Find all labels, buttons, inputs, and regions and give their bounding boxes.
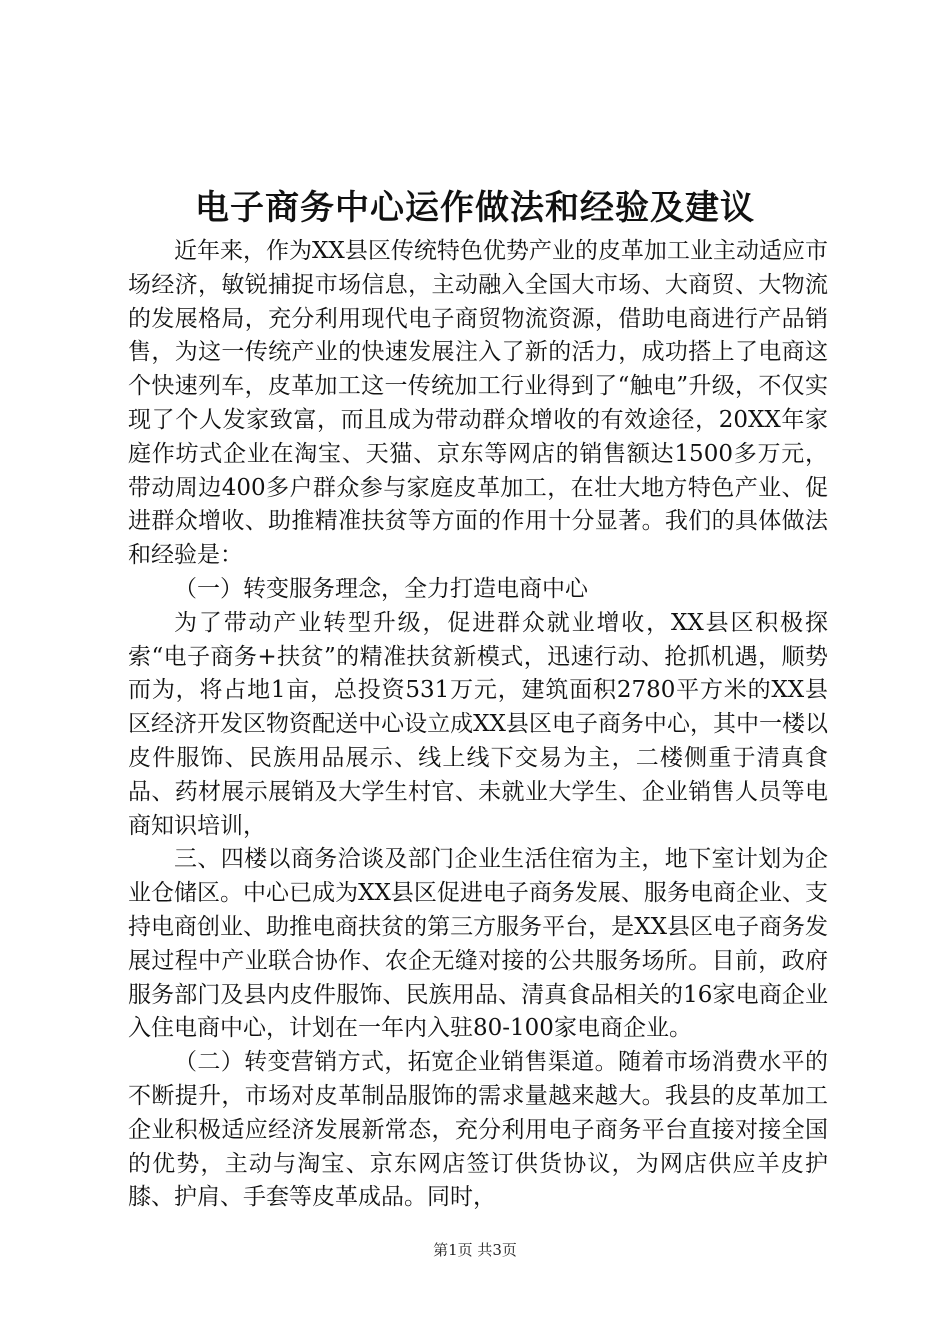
paragraph-section-2: （二）转变营销方式，拓宽企业销售渠道。随着市场消费水平的不断提升，市场对皮革制品服饰的需求量越来越大。我县的皮革加工企业积极适应经济发展新常态，充分利用电子商务平台直接对接全国的优势，主动与淘宝、京东网店签订供货协议，为网店供应羊皮护膝、护肩、手套等皮革成品。同时， [128,1049,828,1211]
page-footer: 第1页 共3页 [433,1241,517,1259]
document-body [128,235,828,1215]
document-title: 电子商务中心运作做法和经验及建议 [195,188,755,228]
paragraph-intro: 近年来，作为XX县区传统特色优势产业的皮革加工业主动适应市场经济，敏锐捕捉市场信息，主动融入全国大市场、大商贸、大物流的发展格局，充分利用现代电子商贸物流资源，借助电商进行产品销售，为这一传统产业的快速发展注入了新的活力，成功搭上了电商这个快速列车，皮革加工这一传统加工行业得到了“触电”升级，不仅实现了个人发家致富，而且成为带动群众增收的有效途径，20XX年家庭作坊式企业在淘宝、天猫、京东等网店的销售额达1500多万元，带动周边400多户群众参与家庭皮革加工，在壮大地方特色产业、促进群众增收、助推精准扶贫等方面的作用十分显著。我们的具体做法和经验是： [128,238,828,569]
section-heading-1: （一）转变服务理念，全力打造电商中心 [174,575,588,602]
paragraph-floors: 三、四楼以商务洽谈及部门企业生活住宿为主，地下室计划为企业仓储区。中心已成为XX县区促进电子商务发展、服务电商企业、支持电商创业、助推电商扶贫的第三方服务平台，是XX县区电子商务发展过程中产业联合协作、农企无缝对接的公共服务场所。目前，政府服务部门及县内皮件服饰、民族用品、清真食品相关的16家电商企业入住电商中心，计划在一年内入驻80-100家电商企业。 [128,846,828,1042]
paragraph-section-1: 为了带动产业转型升级，促进群众就业增收，XX县区积极探索“电子商务+扶贫”的精准扶贫新模式，迅速行动、抢抓机遇，顺势而为，将占地1亩，总投资531万元，建筑面积2780平方米的XX县区经济开发区物资配送中心设立成XX县区电子商务中心，其中一楼以皮件服饰、民族用品展示、线上线下交易为主，二楼侧重于清真食品、药材展示展销及大学生村官、未就业大学生、企业销售人员等电商知识培训， [128,609,828,839]
